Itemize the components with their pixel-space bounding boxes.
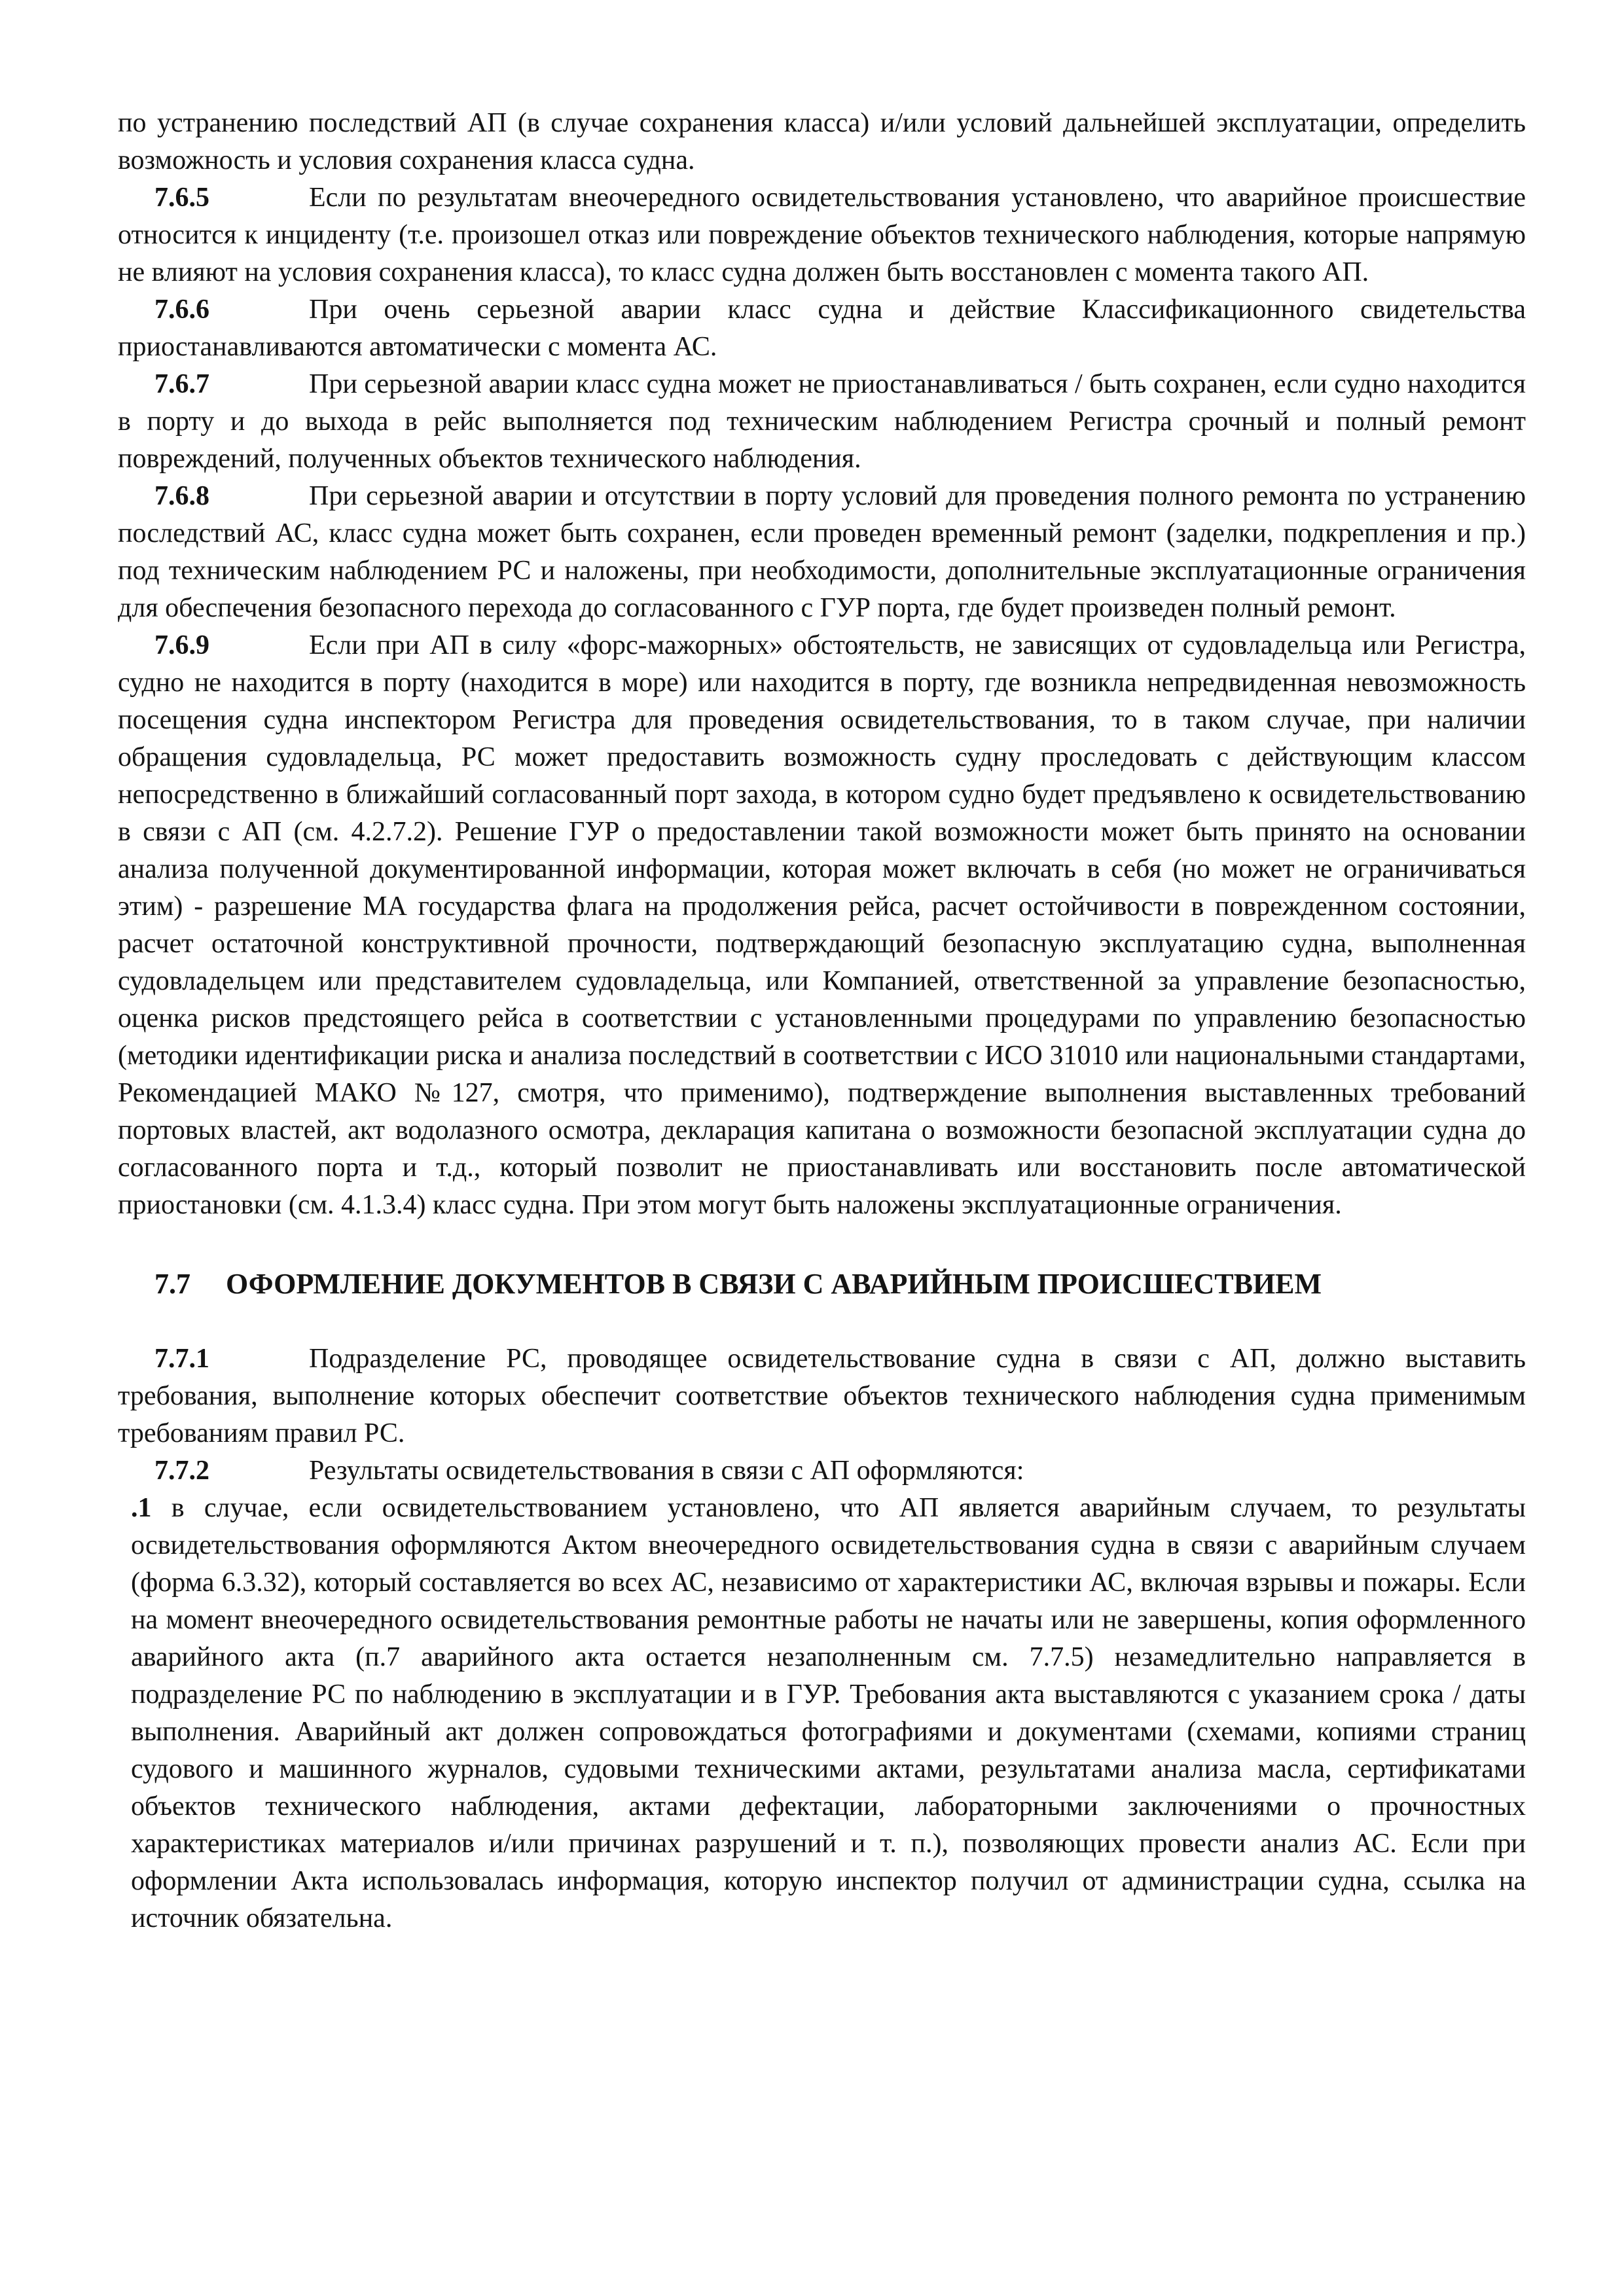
paragraph-number: 7.6.7 (154, 369, 209, 399)
section-title: ОФОРМЛЕНИЕ ДОКУМЕНТОВ В СВЯЗИ С АВАРИЙНЫМ ПРОИСШЕСТВИЕМ (226, 1268, 1322, 1300)
paragraph-number: 7.7.2 (154, 1456, 209, 1486)
list-item-text: в случае, если освидетельствованием установлено, что АП является аварийным случаем, то результаты освидетельствования оформляются Актом внеочередного освидетельствования судна в связи с аварийным случаем (форма 6.3.32), который составляется во всех АС, независимо от характеристики АС, включая взрывы и пожары. Если на момент внеочередного освидетельствования ремонтные работы не начаты или не завершены, копия оформленного аварийного акта (п.7 аварийного акта остается незаполненным см. 7.7.5) незамедлительно направляется в подразделение РС по наблюдению в эксплуатации и в ГУР. Требования акта выставляются с указанием срока / даты выполнения. Аварийный акт должен сопровождаться фотографиями и документами (схемами, копиями страниц судового и машинного журналов, судовыми техническими актами, результатами анализа масла, сертификатами объектов технического наблюдения, актами дефектации, лабораторными заключениями о прочностных характеристиках материалов и/или причинах разрушений и т. п.), позволяющих провести анализ АС. Если при оформлении Акта использовалась информация, которую инспектор получил от администрации судна, ссылка на источник обязательна. (131, 1493, 1526, 1933)
paragraph-text: Если по результатам внеочередного освидетельствования установлено, что аварийное происшествие относится к инциденту (т.е. произошел отказ или повреждение объектов технического наблюдения, которые напрямую не влияют на условия сохранения класса), то класс судна должен быть восстановлен с момента такого АП. (118, 183, 1526, 287)
paragraph-7-7-2 (118, 1452, 1526, 1490)
section-number: 7.7 (154, 1268, 190, 1300)
paragraph-7-7-1 (118, 1340, 1526, 1452)
paragraph-7-6-8 (118, 478, 1526, 627)
paragraph-text: При очень серьезной аварии класс судна и действие Классификационного свидетельства приостанавливаются автоматически с момента АС. (118, 295, 1526, 362)
paragraph-7-6-7 (118, 366, 1526, 478)
paragraph-number: 7.7.1 (154, 1344, 209, 1374)
paragraph-text: Результаты освидетельствования в связи с АП оформляются: (309, 1456, 1024, 1486)
paragraph-7-6-9 (118, 627, 1526, 1224)
paragraph-7-6-5 (118, 179, 1526, 291)
section-heading-7-7 (118, 1265, 1526, 1304)
paragraph-text: по устранению последствий АП (в случае сохранения класса) и/или условий дальнейшей эксплуатации, определить возможность и условия сохранения класса судна. (118, 108, 1526, 175)
paragraph-number: 7.6.6 (154, 295, 209, 325)
paragraph-number: 7.6.8 (154, 481, 209, 511)
paragraph-text: При серьезной аварии и отсутствии в порту условий для проведения полного ремонта по устранению последствий АС, класс судна может быть сохранен, если проведен временный ремонт (заделки, подкрепления и пр.) под техническим наблюдением РС и наложены, при необходимости, дополнительные эксплуатационные ограничения для обеспечения безопасного перехода до согласованного с ГУР порта, где будет произведен полный ремонт. (118, 481, 1526, 623)
paragraph-text: При серьезной аварии класс судна может не приостанавливаться / быть сохранен, если судно находится в порту и до выхода в рейс выполняется под техническим наблюдением Регистра срочный и полный ремонт повреждений, полученных объектов технического наблюдения. (118, 369, 1526, 474)
paragraph-number: 7.6.9 (154, 630, 209, 660)
paragraph-text: Если при АП в силу «форс-мажорных» обстоятельств, не зависящих от судовладельца или Регистра, судно не находится в порту (находится в море) или находится в порту, где возникла непредвиденная невозможность посещения судна инспектором Регистра для проведения освидетельствования, то в таком случае, при наличии обращения судовладельца, РС может предоставить возможность судну проследовать с действующим классом непосредственно в ближайший согласованный порт захода, в котором судно будет предъявлено к освидетельствованию в связи с АП (см. 4.2.7.2). Решение ГУР о предоставлении такой возможности может быть принято на основании анализа полученной документированной информации, которая может включать в себя (но может не ограничиваться этим) - разрешение МА государства флага на продолжения рейса, расчет остойчивости в поврежденном состоянии, расчет остаточной конструктивной прочности, подтверждающий безопасную эксплуатацию судна, выполненная судовладельцем или представителем судовладельца, или Компанией, ответственной за управление безопасностью, оценка рисков предстоящего рейса в соответствии с установленными процедурами по управлению безопасностью (методики идентификации риска и анализа последствий в соответствии с ИСО 31010 или национальными стандартами, Рекомендацией МАКО №127, смотря, что применимо), подтверждение выполнения выставленных требований портовых властей, акт водолазного осмотра, декларация капитана о возможности безопасной эксплуатации судна до согласованного порта и т.д., который позволит не приостанавливать или восстановить после автоматической приостановки (см. 4.1.3.4) класс судна. При этом могут быть наложены эксплуатационные ограничения. (118, 630, 1526, 1220)
paragraph-7-6-6 (118, 291, 1526, 366)
paragraph-text: Подразделение РС, проводящее освидетельствование судна в связи с АП, должно выставить требования, выполнение которых обеспечит соответствие объектов технического наблюдения судна применимым требованиям правил РС. (118, 1344, 1526, 1448)
list-item-1 (118, 1490, 1526, 1937)
list-item-marker: .1 (131, 1493, 152, 1523)
paragraph-number: 7.6.5 (154, 183, 209, 213)
paragraph-continuation (118, 105, 1526, 179)
